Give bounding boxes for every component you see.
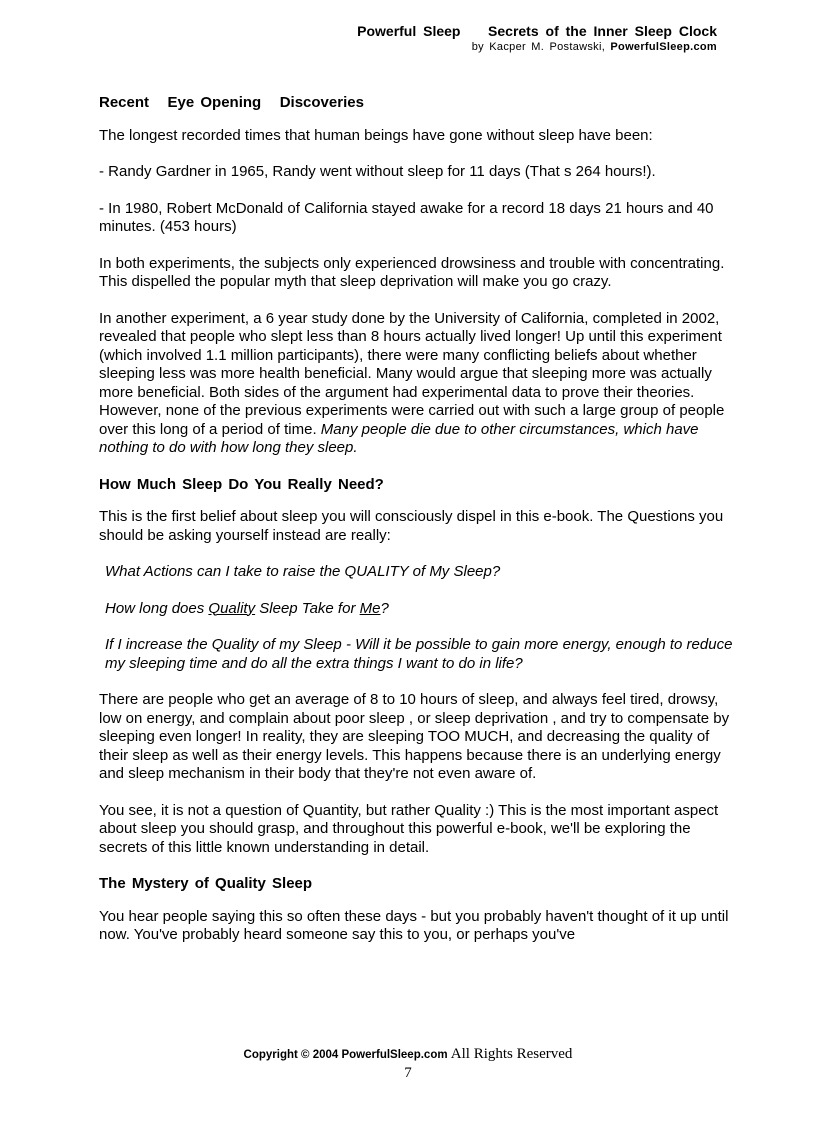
question-2-text: Sleep Take for [259,599,356,617]
page-footer [0,1045,816,1082]
page-header [357,22,717,54]
paragraph: The longest recorded times that human beings have gone without sleep have been: [99,126,653,144]
paragraph: In both experiments, the subjects only experienced drowsiness and trouble with concentrating. This dispelled the popular myth that sleep deprivation will make you go crazy. [99,254,725,290]
rights-text: All Rights Reserved [450,1046,573,1062]
question-2 [99,600,739,619]
paragraph: You see, it is not a question of Quantity, but rather Quality :) This is the most important aspect about sleep you should grasp, and throughout this powerful e-book, we'll be exploring the secrets of this little known understanding in detail. [99,801,719,856]
paragraph: There are people who get an average of 8 to 10 hours of sleep, and always feel tired, drowsy, low on energy, and complain about poor sleep , or sleep deprivation , and try to compensate by sleeping even longer! In reality, they are sleeping TOO MUCH, and decreasing the quality of their sleep as well as their energy levels. This happens because there is an underlying energy and sleep mechanism in their body that they're not even aware of. [99,691,730,782]
paragraph-italic: Many people die due to other circumstances, which have nothing to do with how long they sleep. [99,420,699,456]
header-site: PowerfulSleep.com [610,41,717,53]
page-body [99,94,739,945]
paragraph [99,310,739,458]
question-2-text: How long does [105,599,205,617]
header-title: Powerful Sleep Secrets of the Inner Sleep Clock [357,23,717,39]
question-2-me: Me [359,599,381,617]
question-1: What Actions can I take to raise the QUALITY of My Sleep? [105,563,501,580]
copyright-text: Copyright © 2004 PowerfulSleep.com [243,1049,448,1061]
heading-recent-discoveries: Recent Eye Opening Discoveries [99,94,364,111]
paragraph: This is the first belief about sleep you will consciously dispel in this e-book. The Questions you should be asking yourself instead are really: [99,508,724,544]
paragraph: You hear people saying this so often these days - but you probably haven't thought of it up until now. You've probably heard someone say this to you, or perhaps you've [99,907,729,943]
question-2-mark: ? [380,599,389,617]
heading-how-much-sleep: How Much Sleep Do You Really Need? [99,475,384,493]
paragraph: - Randy Gardner in 1965, Randy went without sleep for 11 days (That s 264 hours!). [99,163,656,180]
page-number: 7 [404,1065,412,1081]
copyright-line [0,1045,816,1064]
paragraph-text: In another experiment, a 6 year study done by the University of California, completed in 2002, revealed that people who slept less than 8 hours actually lived longer! Up until this experiment (which involved 1.1 million participants), there were many conflicting beliefs about whether sleeping less was more health beneficial. Many would argue that sleeping more was actually more beneficial. Both sides of the argument had experimental data to prove their theories. However, none of the previous experiments were carried out with such a large group of people over this long of a period of time. [99,309,725,438]
question-2-quality: Quality [208,599,256,617]
heading-mystery-quality-sleep: The Mystery of Quality Sleep [99,875,313,892]
header-byline [357,40,717,54]
paragraph: - In 1980, Robert McDonald of California stayed awake for a record 18 days 21 hours and 40 minutes. (453 hours) [99,199,714,235]
header-author: by Kacper M. Postawski, [471,41,606,53]
question-3: If I increase the Quality of my Sleep - Will it be possible to gain more energy, enough to reduce my sleeping time and do all the extra things I want to do in life? [105,636,733,672]
